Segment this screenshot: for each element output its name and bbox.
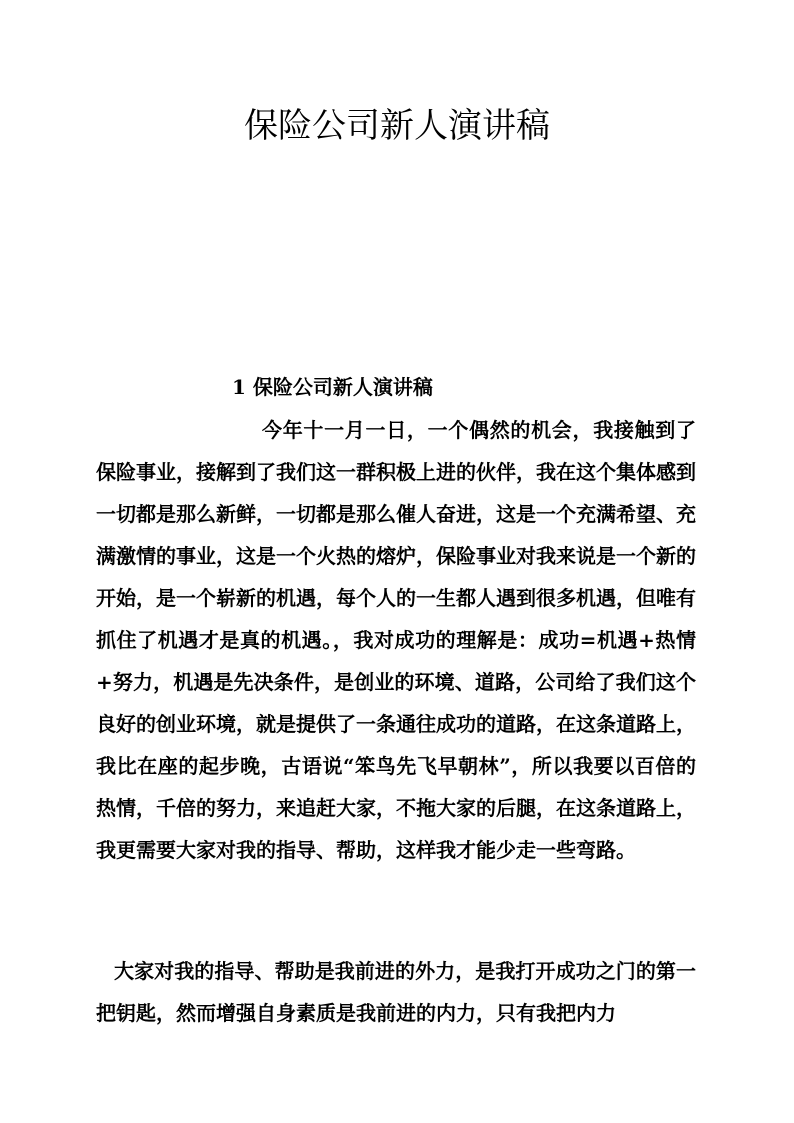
section-heading: 1 保险公司新人演讲稿 [232,375,433,399]
body-paragraph: 今年十一月一日，一个偶然的机会，我接触到了保险事业，接解到了我们这一群积极上进的伙伴，我在这个集体感到一切都是那么新鲜，一切都是那么催人奋进，这是一个充满希望、充满激情的事业，这是一个火热的熔炉，保险事业对我来说是一个新的开始，是一个崭新的机遇，每个人的一生都人遇到很多机遇，但唯有抓住了机遇才是真的机遇。，我对成功的理解是：成功=机遇+热情+努力，机遇是先决条件，是创业的环境、道路，公司给了我们这个良好的创业环境，就是提供了一条通往成功的道路，在这条道路上，我比在座的起步晚，古语说“笨鸟先飞早朝林”，所以我要以百倍的热情，千倍的努力，来追赶大家，不拖大家的后腿，在这条道路上，我更需要大家对我的指导、帮助，这样我才能少走一些弯路。 [96,418,696,862]
body-paragraph: 大家对我的指导、帮助是我前进的外力，是我打开成功之门的第一把钥匙，然而增强自身素质是我前进的内力，只有我把内力 [96,959,696,1025]
document-title: 保险公司新人演讲稿 [244,106,550,146]
